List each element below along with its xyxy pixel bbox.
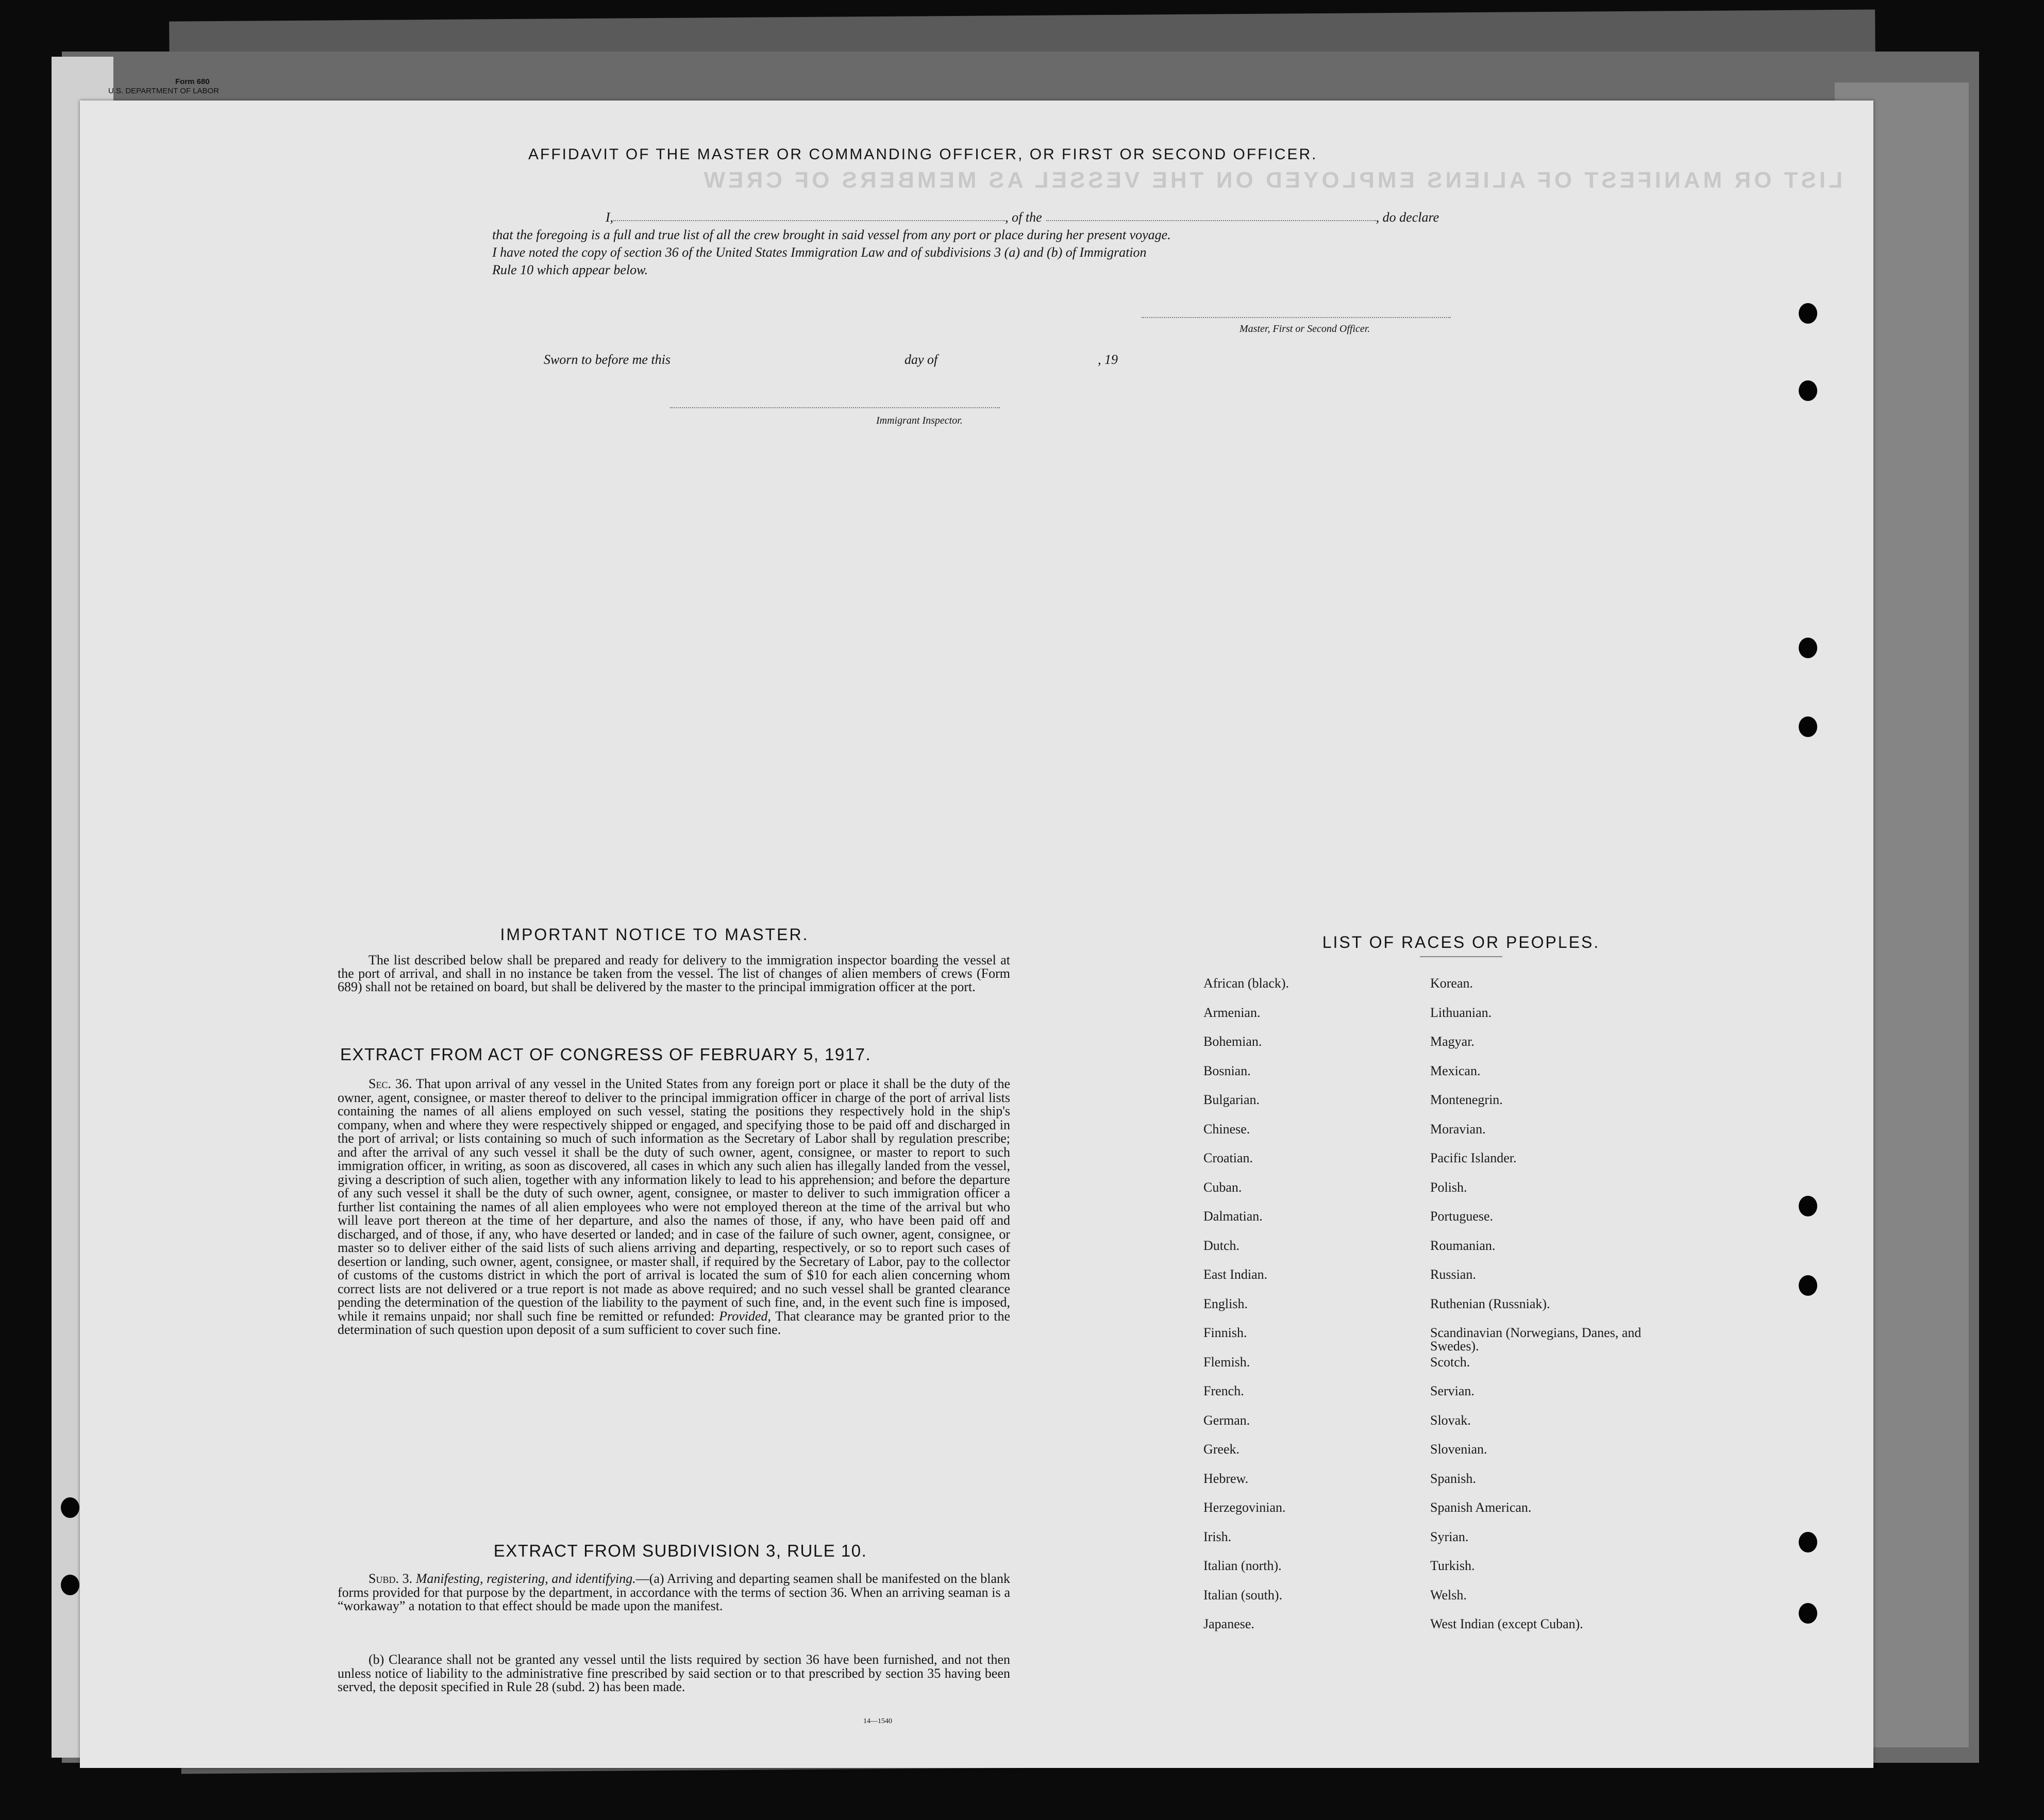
race-item: Roumanian. [1430,1238,1496,1253]
race-item: Syrian. [1430,1529,1469,1544]
race-item: Dutch. [1203,1238,1240,1253]
affidavit-line2: that the foregoing is a full and true list of all the crew brought in said vessel from any port or place during her present voyage. [492,227,1171,242]
inspector-label: Immigrant Inspector. [876,415,963,426]
race-item: Servian. [1430,1383,1475,1398]
race-item: Russian. [1430,1267,1476,1282]
race-item: Cuban. [1203,1179,1242,1195]
bleed-through-text: LIST OR MANIFEST OF ALIENS EMPLOYED ON THE VESSEL AS MEMBERS OF CREW [700,168,1842,193]
provided-word: Provided, [719,1308,772,1324]
punch-hole [61,1497,79,1518]
race-item: West Indian (except Cuban). [1430,1616,1583,1631]
race-item: East Indian. [1203,1267,1268,1282]
race-item: French. [1203,1383,1244,1398]
race-item: English. [1203,1296,1248,1311]
race-item: Greek. [1203,1442,1240,1457]
extract-act-title: EXTRACT FROM ACT OF CONGRESS OF FEBRUARY 5, 1917. [340,1045,872,1064]
race-item: Japanese. [1203,1616,1254,1631]
notice-title: IMPORTANT NOTICE TO MASTER. [500,925,809,944]
document-page [80,77,1873,1768]
races-title: LIST OF RACES OR PEOPLES. [1322,933,1600,951]
subdivision-a-text [338,1572,1010,1613]
sworn-text: Sworn to before me this [544,352,671,367]
race-item: Bulgarian. [1203,1092,1260,1107]
section-body: That upon arrival of any vessel in the United States from any foreign port or place it shall be the duty of the owner, agent, consignee, or master thereof to deliver to the principal immigration officer in charge of the port of arrival lists containing the names of all aliens employed on such vessel, stating the positions they respectively hold in the ship's company, when and where they were respectively shipped or engaged, and specifying those to be paid off and discharged in the port of arrival; or lists containing so much of such information as the Secretary of Labor shall by regulation prescribe; and after the arrival of any such vessel it shall be the duty of such owner, agent, consignee, or master to report to such immigration officer, in writing, as soon as discovered, all cases in which any such alien has illegally landed from the vessel, giving a description of such alien, together with any information likely to lead to his apprehension; and before the departure of any such vessel it shall be the duty of such owner, agent, consignee, or master to deliver to such immigration officer a further list containing the names of all alien employees who were not employed thereon at the time of the arrival but who will leave port thereon at the time of her departure, and also the names of those, if any, who have been paid off and discharged, and of those, if any, who have deserted or landed; and in case of the failure of such owner, agent, consignee, or master so to deliver either of the said lists of such aliens arriving and departing, respectively, or so to report such cases of desertion or landing, such owner, agent, consignee, or master shall, if required by the Secretary of Labor, pay to the collector of customs of the customs district in which the port of arrival is located the sum of $10 for each alien concerning whom correct lists are not delivered or a true report is not made as above required; and no such vessel shall be granted clearance pending the determination of the question of the liability to the payment of such fine, and, in the event such fine is imposed, while it remains unpaid; nor shall such fine be remitted or refunded: [338,1076,1010,1324]
affidavit-line1-b: , of the [1005,210,1042,225]
race-item: Flemish. [1203,1354,1250,1370]
print-code: 14—1540 [863,1717,892,1725]
race-item: German. [1203,1412,1250,1428]
section-body-end: That clearance may be granted prior to the determination of such question upon deposit of a sum sufficient to cover such fine. [338,1308,1011,1337]
punch-hole [1799,303,1817,324]
race-item: Italian (north). [1203,1558,1282,1573]
subdivision-para-b: (b) Clearance shall not be granted any vessel until the lists required by section 36 have been furnished, and not then unless notice of liability to the administrative fine prescribed by said section or to that prescribed by section 35 having been served, the deposit specified in Rule 28 (subd. 2) has been made. [338,1652,1010,1694]
races-column-1 [1203,977,1399,1647]
race-item: Finnish. [1203,1325,1247,1340]
subdivision-heading: Manifesting, registering, and identifying. [415,1571,636,1586]
signature-label: Master, First or Second Officer. [1239,323,1370,335]
title-underline [1420,956,1502,957]
race-item: Herzegovinian. [1203,1500,1286,1515]
race-item: Irish. [1203,1529,1232,1544]
race-item: Welsh. [1430,1587,1467,1602]
race-item: Dalmatian. [1203,1209,1263,1224]
race-item: Slovak. [1430,1412,1471,1428]
affidavit-line1-a: I, [606,210,614,225]
race-item: Magyar. [1430,1034,1475,1049]
punch-hole [1799,638,1817,658]
signature-line [1142,317,1451,318]
form-header [108,77,219,96]
race-item: Hebrew. [1203,1471,1249,1486]
race-item: Scotch. [1430,1354,1470,1370]
section-36-text [338,1077,1010,1337]
race-item: Bosnian. [1203,1063,1251,1078]
race-item: Korean. [1430,976,1473,991]
race-item: Pacific Islander. [1430,1150,1517,1165]
subdivision-para-a: —(a) Arriving and departing seamen shall be manifested on the blank forms provided for that purpose by the department, in accordance with the terms of section 36. When an arriving seaman is a “workaway” a notation to that effect should be made upon the manifest. [338,1571,1010,1613]
race-item: Scandinavian (Norwegians, Danes, and Swedes). [1430,1325,1641,1354]
subdivision-label: Subd. 3. [368,1571,413,1586]
race-item: Moravian. [1430,1121,1486,1137]
affidavit-line1-c: , do declare [1376,210,1439,225]
punch-hole [1799,380,1817,401]
race-item: Chinese. [1203,1121,1250,1137]
name-blank [613,209,1005,221]
race-item: Bohemian. [1203,1034,1262,1049]
punch-hole [61,1575,79,1595]
day-of-text: day of [904,352,938,367]
race-item: Ruthenian (Russniak). [1430,1296,1550,1311]
inspector-signature-line [670,407,1000,408]
race-item: Croatian. [1203,1150,1253,1165]
notice-body: The list described below shall be prepared and ready for delivery to the immigration inspector boarding the vessel at the port of arrival, and shall in no instance be taken from the vessel. The list of changes of alien members of crews (Form 689) shall not be retained on board, but shall be delivered by the master to the principal immigration officer at the port. [338,953,1010,994]
punch-hole [1799,1196,1817,1216]
race-item: Montenegrin. [1430,1092,1503,1107]
vessel-blank [1046,209,1376,221]
race-item: Armenian. [1203,1005,1261,1020]
department-name: U.S. DEPARTMENT OF LABOR [108,87,220,95]
year-text: , 19 [1098,352,1118,367]
race-item: Polish. [1430,1179,1467,1195]
section-label: Sec. 36. [368,1076,412,1091]
affidavit-body [492,209,1554,279]
race-item: African (black). [1203,976,1289,991]
punch-hole [1799,1275,1817,1296]
affidavit-title: AFFIDAVIT OF THE MASTER OR COMMANDING OFFICER, OR FIRST OR SECOND OFFICER. [528,146,1318,163]
race-item: Portuguese. [1430,1209,1494,1224]
affidavit-line4: Rule 10 which appear below. [492,262,648,277]
race-item: Mexican. [1430,1063,1481,1078]
race-item: Turkish. [1430,1558,1475,1573]
race-item: Spanish. [1430,1471,1476,1486]
races-column-2 [1430,977,1688,1647]
race-item: Italian (south). [1203,1587,1283,1602]
affidavit-line3: I have noted the copy of section 36 of the United States Immigration Law and of subdivisions 3 (a) and (b) of Immigration [492,245,1147,260]
extract-rule-title: EXTRACT FROM SUBDIVISION 3, RULE 10. [493,1541,867,1560]
race-item: Lithuanian. [1430,1005,1492,1020]
punch-hole [1799,1532,1817,1552]
punch-hole [1799,1603,1817,1624]
race-item: Slovenian. [1430,1442,1487,1457]
punch-hole [1799,716,1817,737]
form-number: Form 680 [175,77,210,86]
race-item: Spanish American. [1430,1500,1532,1515]
